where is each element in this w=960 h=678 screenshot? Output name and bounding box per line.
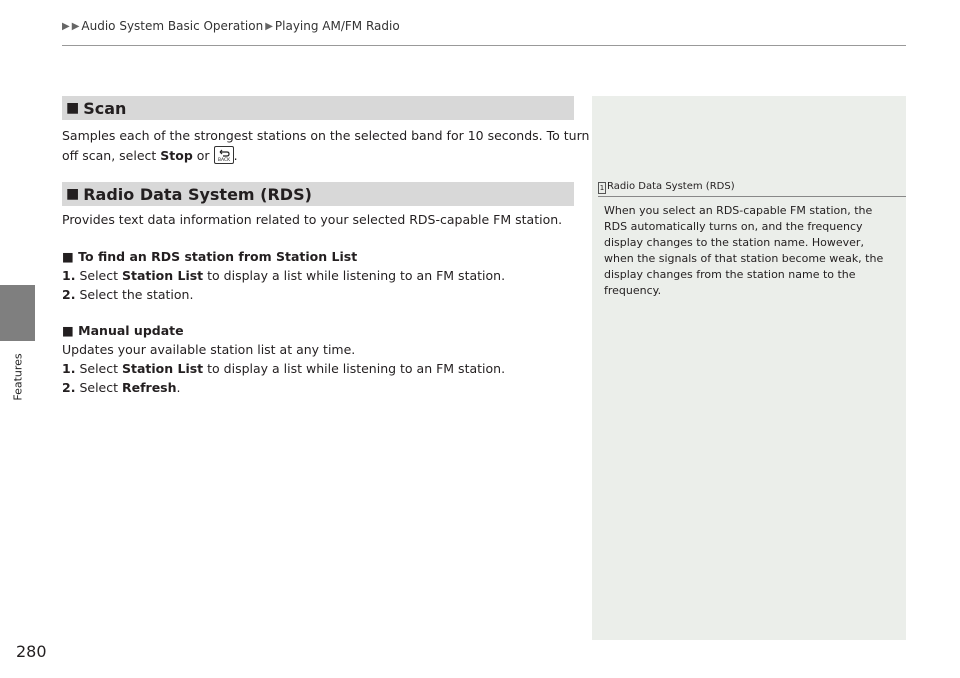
note-title xyxy=(598,181,735,194)
subheading-text: To find an RDS station from Station List xyxy=(78,249,358,264)
square-bullet-icon: ■ xyxy=(66,100,80,116)
text: or xyxy=(196,148,210,163)
back-button-icon xyxy=(214,146,234,164)
header-divider xyxy=(62,45,906,46)
text: to display a list while listening to an FM station. xyxy=(207,361,506,376)
subheading-text: Manual update xyxy=(78,323,184,338)
station-list-label: Station List xyxy=(121,361,204,376)
triangle-right-icon: ▶ xyxy=(71,20,80,32)
subheading-find-station xyxy=(62,249,357,264)
station-list-label: Station List xyxy=(121,268,204,283)
text: Select xyxy=(79,380,118,395)
chapter-label-text: Features xyxy=(11,353,24,401)
note-body: When you select an RDS-capable FM station, the RDS automatically turns on, and the frequency display changes to the station name. However, when the signals of that station become weak, the display changes from the station name to the frequency. xyxy=(604,204,884,297)
text: Select the station. xyxy=(79,287,194,302)
section-heading-scan xyxy=(62,96,574,120)
scan-paragraph-line2 xyxy=(62,146,238,164)
square-bullet-icon: ■ xyxy=(62,323,74,338)
text: to display a list while listening to an FM station. xyxy=(207,268,506,283)
triangle-right-icon: ▶ xyxy=(265,20,273,32)
step-number: 2. xyxy=(62,380,76,395)
note-panel xyxy=(592,96,906,640)
step-number: 2. xyxy=(62,287,76,302)
breadcrumb xyxy=(62,19,400,33)
triangle-right-icon: ▶ xyxy=(62,20,70,32)
page-number: 280 xyxy=(16,642,47,661)
square-bullet-icon: ■ xyxy=(66,186,80,202)
square-bullet-icon: ■ xyxy=(62,249,74,264)
chapter-tab-marker xyxy=(0,285,35,341)
breadcrumb-page: Playing AM/FM Radio xyxy=(274,19,400,33)
text: . xyxy=(233,148,238,163)
text: Select xyxy=(79,361,118,376)
section-title: Radio Data System (RDS) xyxy=(83,184,312,204)
note-reference-icon: 1 xyxy=(599,184,605,192)
subheading-manual-update xyxy=(62,323,184,338)
manual-description: Updates your available station list at any time. xyxy=(62,342,356,357)
note-title-text: Radio Data System (RDS) xyxy=(607,181,735,192)
scan-paragraph-line1: Samples each of the strongest stations on the selected band for 10 seconds. To turn xyxy=(62,128,590,143)
text: off scan, select xyxy=(62,148,157,163)
note-divider xyxy=(598,196,906,197)
stop-label: Stop xyxy=(160,148,193,163)
back-icon-text: BACK xyxy=(217,158,230,162)
section-heading-rds xyxy=(62,182,574,206)
chapter-label xyxy=(0,342,35,412)
rds-intro: Provides text data information related to your selected RDS-capable FM station. xyxy=(62,212,563,227)
manual-step-1 xyxy=(62,361,505,376)
manual-step-2 xyxy=(62,380,181,395)
section-title: Scan xyxy=(83,98,127,118)
text: . xyxy=(176,380,181,395)
refresh-label: Refresh xyxy=(121,380,177,395)
breadcrumb-section: Audio System Basic Operation xyxy=(81,19,264,33)
text: Select xyxy=(79,268,118,283)
step-number: 1. xyxy=(62,268,76,283)
step-number: 1. xyxy=(62,361,76,376)
find-step-2 xyxy=(62,287,193,302)
find-step-1 xyxy=(62,268,505,283)
